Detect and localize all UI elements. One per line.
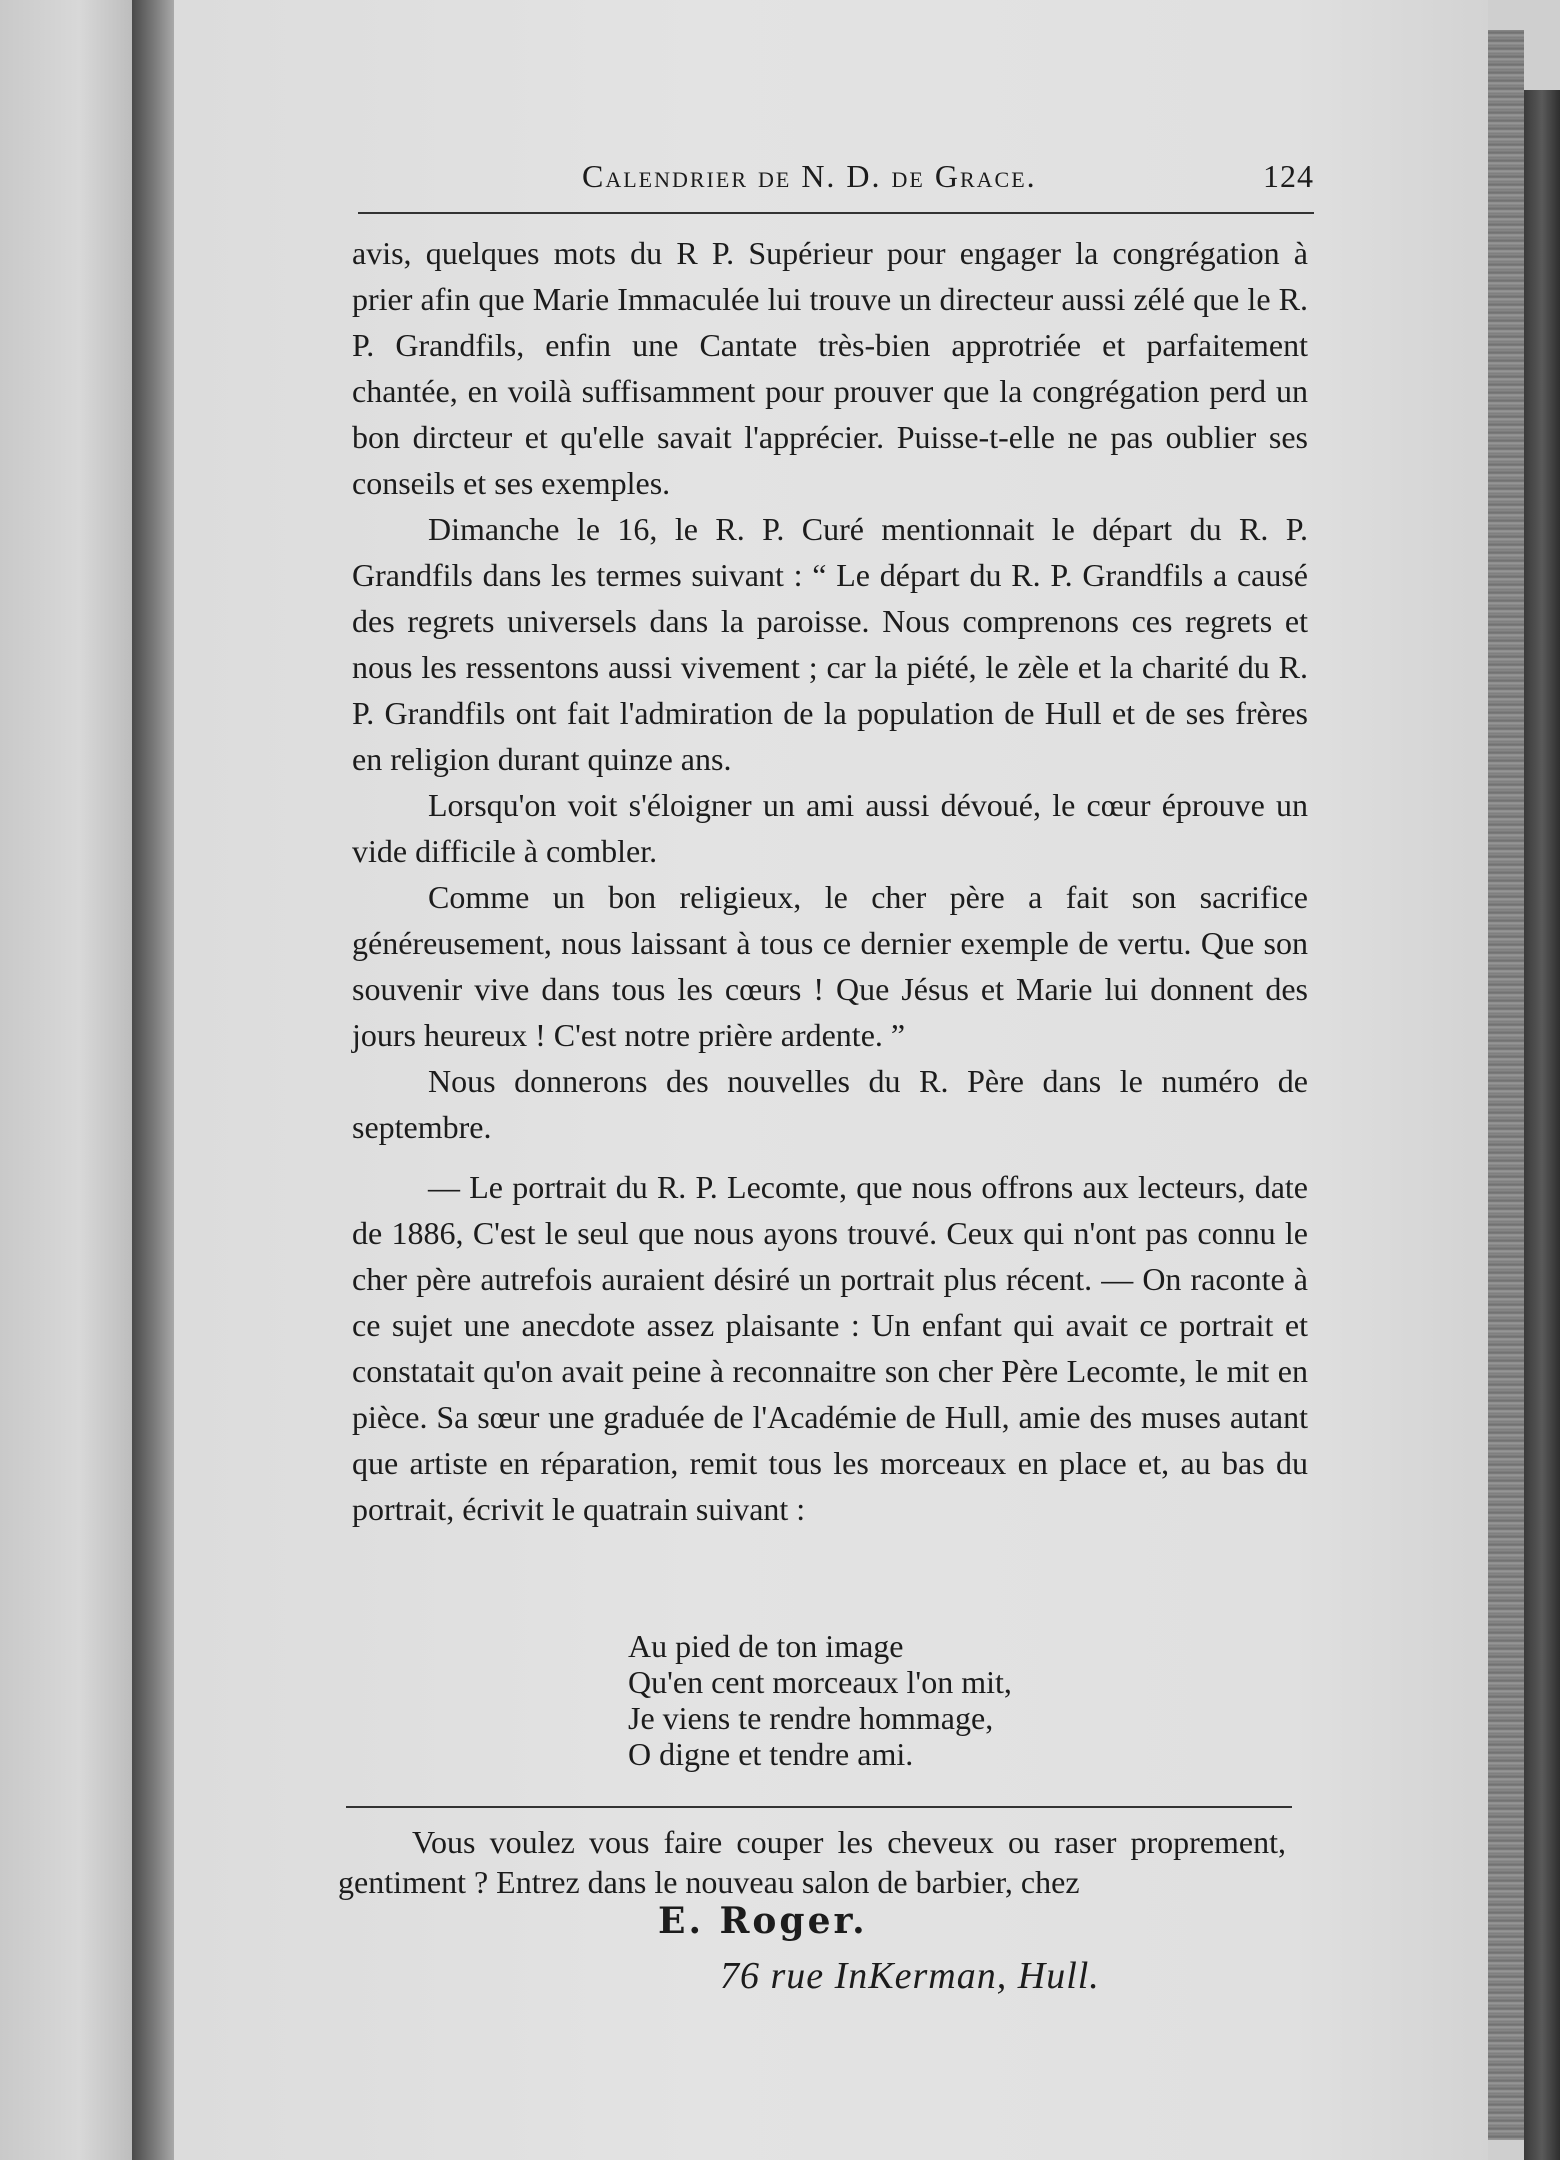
quatrain — [628, 1628, 1012, 1772]
book-gutter — [132, 0, 174, 2160]
paragraph: Comme un bon religieux, le cher père a fait son sacrifice généreusement, nous laissant à tous ce dernier exemple de vertu. Que son souvenir vive dans tous les cœurs ! Que Jésus et Marie lui donnent des jours heureux ! C'est notre prière ardente. ” — [352, 879, 1308, 1053]
advertiser-name: E. Roger. — [658, 1900, 868, 1942]
barber-advertisement — [338, 1822, 1286, 1997]
paragraph: Lorsqu'on voit s'éloigner un ami aussi dévoué, le cœur éprouve un vide difficile à combler. — [352, 787, 1308, 869]
paragraph: Nous donnerons des nouvelles du R. Père dans le numéro de septembre. — [352, 1063, 1308, 1145]
running-header — [358, 158, 1314, 208]
verse-line: Qu'en cent morceaux l'on mit, — [628, 1664, 1012, 1700]
paragraph: avis, quelques mots du R P. Supérieur pour engager la congrégation à prier afin que Marie Immaculée lui trouve un directeur aussi zélé que le R. P. Grandfils, enfin une Cantate très-bien approtriée et parfaitement chantée, en voilà suffisamment pour prouver que la congrégation perd un bon dircteur et qu'elle savait l'apprécier. Puisse-t-elle ne pas oublier ses conseils et ses exemples. — [352, 235, 1308, 501]
verse-line: Je viens te rendre hommage, — [628, 1700, 994, 1736]
page-number: 124 — [1263, 158, 1314, 194]
article-body — [352, 230, 1308, 1532]
verse-line: O digne et tendre ami. — [628, 1736, 914, 1772]
advertisement-text: Vous voulez vous faire couper les cheveux ou raser proprement, gentiment ? Entrez dans le nouveau salon de barbier, chez — [338, 1824, 1286, 1900]
paragraph: — Le portrait du R. P. Lecomte, que nous offrons aux lecteurs, date de 1886, C'est le seul que nous ayons trouvé. Ceux qui n'ont pas connu le cher père autrefois auraient désiré un portrait plus récent. — On raconte à ce sujet une anecdote assez plaisante : Un enfant qui avait ce portrait et constatait qu'on avait peine à reconnaitre son cher Père Lecomte, le mit en pièce. Sa sœur une graduée de l'Académie de Hull, amie des muses autant que artiste en réparation, remit tous les morceaux en place et, au bas du portrait, écrivit le quatrain suivant : — [352, 1169, 1308, 1527]
advertiser-address: 76 rue InKerman, Hull. — [720, 1955, 1100, 1997]
verse-line: Au pied de ton image — [628, 1628, 904, 1664]
section-rule — [346, 1806, 1292, 1808]
left-page-edge — [0, 0, 132, 2160]
running-title: Calendrier de N. D. de Grace. — [582, 158, 1037, 194]
book-cover-edge — [1524, 90, 1560, 2160]
paragraph: Dimanche le 16, le R. P. Curé mentionnait le départ du R. P. Grandfils dans les termes suivant : “ Le départ du R. P. Grandfils a causé des regrets universels dans la paroisse. Nous comprenons ces regrets et nous les ressentons aussi vivement ; car la piété, le zèle et la charité du R. P. Grandfils ont fait l'admiration de la population de Hull et de ses frères en religion durant quinze ans. — [352, 511, 1308, 777]
header-rule — [358, 212, 1314, 214]
page-stack-edge — [1488, 30, 1524, 2140]
